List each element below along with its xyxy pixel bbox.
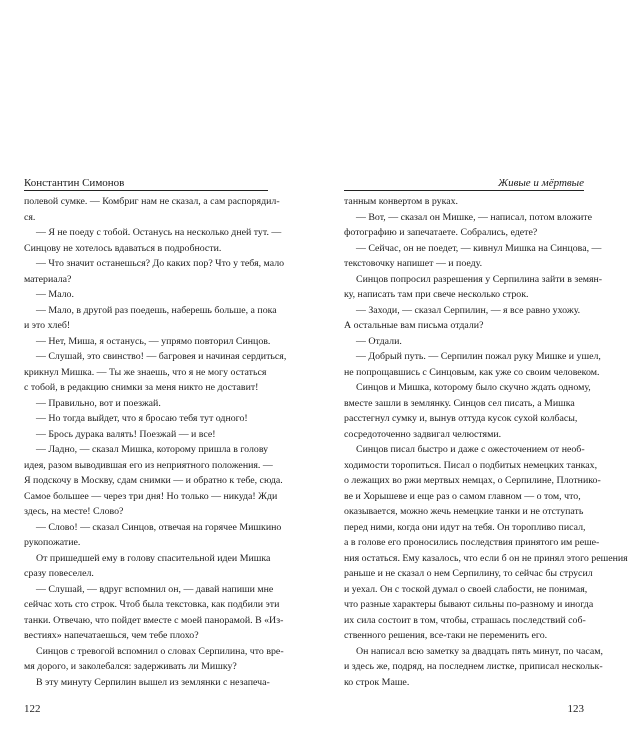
text-line: вестиях» напечатаешься, чем тебе плохо? bbox=[24, 630, 199, 641]
text-line: Синцов писал быстро и даже с ожесточением от необ- bbox=[356, 444, 585, 455]
right-header-rule bbox=[344, 190, 584, 191]
text-line: Синцов с тревогой вспомнил о словах Серпилина, что вре- bbox=[36, 645, 284, 657]
text-line: сейчас хоть сто строк. Чтоб была текстовка, как подбили эти bbox=[24, 599, 280, 610]
text-line: — Ладно, — сказал Мишка, которому пришла в голову bbox=[36, 444, 269, 455]
text-line: — Сейчас, он не поедет, — кивнул Мишка на Синцова, — bbox=[356, 242, 602, 254]
left-page-number: 122 bbox=[24, 703, 41, 715]
text-line: — Но тогда выйдет, что я бросаю тебя тут одного! bbox=[36, 413, 248, 424]
text-line: ве и Хорышеве и еще раз о самом главном — о том, что, bbox=[344, 490, 581, 502]
text-line: ся. bbox=[24, 211, 36, 223]
text-line: А остальные вам письма отдали? bbox=[344, 320, 484, 331]
text-line: крикнул Мишка. — Ты же знаешь, что я не могу остаться bbox=[24, 366, 267, 378]
text-line: рукопожатие. bbox=[24, 537, 81, 548]
text-line: — Слово! — сказал Синцов, отвечая на горячее Мишкино bbox=[36, 521, 282, 533]
text-line: — Что значит останешься? До каких пор? Что у тебя, мало bbox=[36, 258, 285, 269]
text-line: фотографию и запечатаете. Собрались, едете? bbox=[344, 227, 538, 238]
text-line: — Добрый путь. — Серпилин пожал руку Мишке и ушел, bbox=[356, 351, 601, 362]
text-line: ния остаться. Ему казалось, что если б он не принял этого решения bbox=[344, 552, 628, 564]
text-line: текстовочку напишет — и поеду. bbox=[344, 258, 483, 269]
text-line: От пришедшей ему в голову спасительной идеи Мишка bbox=[36, 552, 271, 564]
text-line: сразу повеселел. bbox=[24, 568, 94, 579]
left-running-head: Константин Симонов bbox=[24, 177, 125, 189]
text-line: ко строк Маше. bbox=[344, 676, 410, 688]
text-line: что разные характеры бывают сильны по-разному и иногда bbox=[344, 599, 594, 610]
text-line: расстегнул сумку и, вынув оттуда кусок сухой колбасы, bbox=[344, 413, 578, 424]
text-line: сосредоточенно задвигал челюстями. bbox=[344, 428, 502, 440]
text-line: о лежащих во ржи мертвых немцах, о Серпилине, Плотнико- bbox=[344, 475, 601, 486]
text-line: оказывается, можно жечь немецкие танки и не отступать bbox=[344, 506, 584, 517]
text-line: В эту минуту Серпилин вышел из землянки с незапеча- bbox=[36, 676, 270, 688]
text-line: ку, написать там при свече несколько строк. bbox=[344, 289, 529, 300]
text-line: — Нет, Миша, я останусь, — упрямо повторил Синцов. bbox=[36, 335, 271, 347]
text-line: — Мало. bbox=[36, 289, 74, 300]
text-line: — Брось дурака валять! Поезжай — и все! bbox=[36, 428, 216, 440]
text-line: — Мало, в другой раз поедешь, наберешь больше, а пока bbox=[36, 304, 277, 316]
text-line: их сила состоит в том, чтобы, страшась последствий соб- bbox=[344, 614, 586, 626]
text-line: Я подскочу в Москву, сдам снимки — и обратно к тебе, сюда. bbox=[24, 475, 283, 486]
text-line: Синцов и Мишка, которому было скучно ждать одному, bbox=[356, 382, 591, 393]
text-line: Синцову не хотелось вдаваться в подробности. bbox=[24, 242, 222, 254]
left-page-text bbox=[24, 194, 287, 690]
right-page-number: 123 bbox=[567, 703, 584, 715]
text-line: перед ними, когда они идут на тебя. Он торопливо писал, bbox=[344, 521, 586, 533]
right-running-head: Живые и мёртвые bbox=[498, 177, 584, 189]
text-line: материала? bbox=[24, 273, 72, 285]
text-line: раньше и не сказал о нем Серпилину, то сейчас бы струсил bbox=[344, 568, 593, 579]
text-line: — Слушай, это свинство! — багровея и начиная сердиться, bbox=[36, 351, 287, 362]
left-header-rule bbox=[24, 190, 268, 191]
left-page bbox=[0, 0, 300, 750]
text-line: — Вот, — сказал он Мишке, — написал, потом вложите bbox=[356, 211, 592, 223]
text-line: вместе зашли в землянку. Синцов сел писать, а Мишка bbox=[344, 397, 575, 409]
text-line: здесь, на месте! Слово? bbox=[24, 506, 124, 517]
text-line: танным конвертом в руках. bbox=[344, 196, 459, 207]
text-line: — Отдали. bbox=[356, 335, 402, 347]
text-line: Синцов попросил разрешения у Серпилина зайти в земян- bbox=[356, 273, 603, 285]
text-line: — Я не поеду с тобой. Останусь на несколько дней тут. — bbox=[36, 227, 282, 238]
text-line: а в голове его проносились последствия принятого им реше- bbox=[344, 537, 600, 548]
text-line: не попрощавшись с Синцовым, как уже со своим человеком. bbox=[344, 366, 600, 378]
text-line: танки. Отвечаю, что пойдет вместе с моей панорамой. В «Из- bbox=[24, 614, 284, 626]
text-line: ственного решения, все-таки не переменить его. bbox=[344, 630, 548, 641]
text-line: Он написал всю заметку за двадцать пять минут, по часам, bbox=[356, 645, 603, 657]
text-line: и здесь же, подряд, на последнем листке, приписал нескольк- bbox=[344, 661, 603, 672]
text-line: идея, разом выводившая его из неприятного положения. — bbox=[24, 459, 273, 471]
text-line: и уехал. Он с тоской думал о своей слабости, не понимая, bbox=[344, 583, 588, 595]
text-line: мя дорого, и заколебался: задерживать ли Мишку? bbox=[24, 661, 237, 672]
text-line: полевой сумке. — Комбриг нам не сказал, а сам распорядил- bbox=[24, 196, 280, 207]
text-line: ходимости торопиться. Писал о подбитых немецких танках, bbox=[344, 459, 598, 471]
right-page bbox=[300, 0, 628, 750]
text-line: — Слушай, — вдруг вспомнил он, — давай напиши мне bbox=[36, 583, 274, 595]
right-page-text bbox=[344, 194, 628, 690]
text-line: — Правильно, вот и поезжай. bbox=[36, 397, 161, 409]
text-line: и это хлеб! bbox=[24, 320, 71, 331]
text-line: Самое большее — через три дня! Но только — никуда! Жди bbox=[24, 490, 278, 502]
text-line: — Заходи, — сказал Серпилин, — я все равно ухожу. bbox=[356, 304, 581, 316]
text-line: с тобой, в редакцию снимки за меня никто не доставит! bbox=[24, 382, 259, 393]
